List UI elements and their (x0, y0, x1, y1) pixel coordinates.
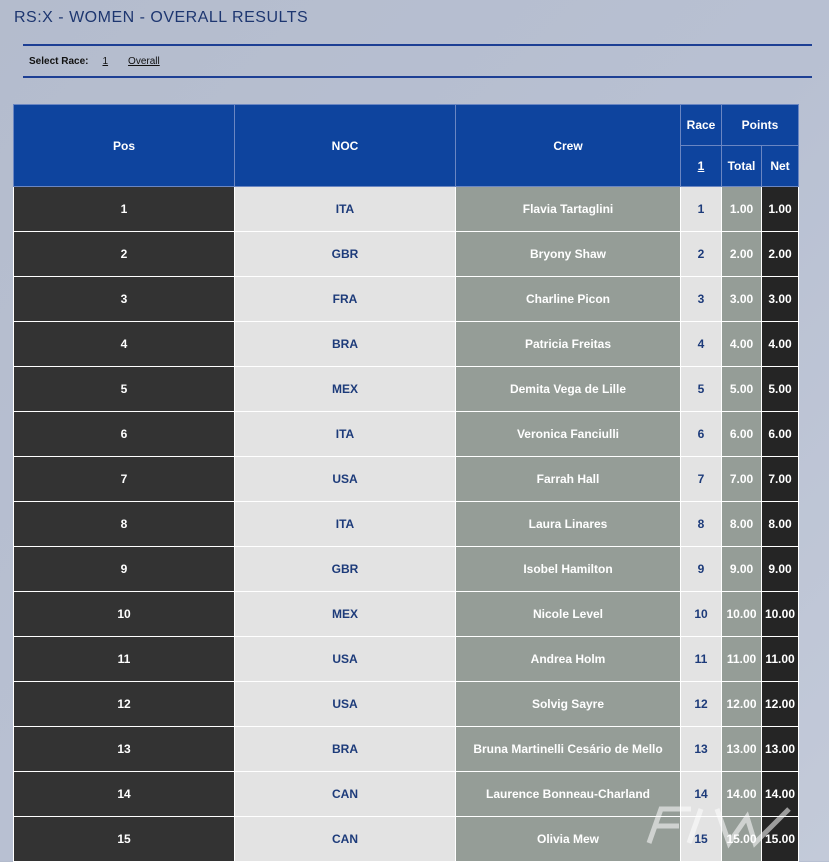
cell-total: 7.00 (722, 457, 762, 502)
cell-race-1: 14 (681, 772, 722, 817)
cell-total: 4.00 (722, 322, 762, 367)
cell-race-1: 8 (681, 502, 722, 547)
cell-noc: USA (235, 457, 456, 502)
cell-pos: 3 (14, 277, 235, 322)
cell-crew: Demita Vega de Lille (456, 367, 681, 412)
cell-pos: 12 (14, 682, 235, 727)
race-link-overall[interactable]: Overall (128, 56, 160, 67)
cell-crew: Solvig Sayre (456, 682, 681, 727)
col-header-points: Points (722, 105, 799, 146)
page-title: RS:X - WOMEN - OVERALL RESULTS (14, 9, 309, 26)
cell-total: 11.00 (722, 637, 762, 682)
cell-net: 7.00 (762, 457, 799, 502)
cell-noc: MEX (235, 592, 456, 637)
cell-race-1: 15 (681, 817, 722, 862)
cell-noc: ITA (235, 502, 456, 547)
cell-noc: CAN (235, 817, 456, 862)
cell-noc: MEX (235, 367, 456, 412)
cell-total: 6.00 (722, 412, 762, 457)
col-header-race-1[interactable] (681, 146, 722, 187)
col-header-race: Race (681, 105, 722, 146)
cell-total: 9.00 (722, 547, 762, 592)
cell-crew: Laurence Bonneau-Charland (456, 772, 681, 817)
cell-crew: Flavia Tartaglini (456, 187, 681, 232)
cell-noc: USA (235, 682, 456, 727)
cell-net: 9.00 (762, 547, 799, 592)
cell-race-1: 1 (681, 187, 722, 232)
cell-net: 6.00 (762, 412, 799, 457)
cell-noc: ITA (235, 412, 456, 457)
race-selector-label: Select Race: (29, 56, 89, 67)
table-row (14, 547, 799, 592)
cell-net: 12.00 (762, 682, 799, 727)
cell-net: 2.00 (762, 232, 799, 277)
cell-race-1: 9 (681, 547, 722, 592)
cell-total: 8.00 (722, 502, 762, 547)
cell-crew: Isobel Hamilton (456, 547, 681, 592)
cell-pos: 6 (14, 412, 235, 457)
table-row (14, 412, 799, 457)
results-body (14, 187, 799, 862)
cell-crew: Laura Linares (456, 502, 681, 547)
cell-race-1: 4 (681, 322, 722, 367)
cell-pos: 2 (14, 232, 235, 277)
cell-crew: Charline Picon (456, 277, 681, 322)
col-header-total: Total (722, 146, 762, 187)
table-row (14, 592, 799, 637)
header-divider-bottom (23, 76, 812, 78)
cell-noc: CAN (235, 772, 456, 817)
cell-crew: Andrea Holm (456, 637, 681, 682)
cell-total: 2.00 (722, 232, 762, 277)
cell-race-1: 10 (681, 592, 722, 637)
cell-race-1: 2 (681, 232, 722, 277)
cell-race-1: 5 (681, 367, 722, 412)
cell-noc: GBR (235, 547, 456, 592)
table-row (14, 727, 799, 772)
table-row (14, 682, 799, 727)
table-row (14, 367, 799, 412)
cell-total: 13.00 (722, 727, 762, 772)
cell-crew: Olivia Mew (456, 817, 681, 862)
cell-crew: Bruna Martinelli Cesário de Mello (456, 727, 681, 772)
cell-net: 1.00 (762, 187, 799, 232)
col-header-noc: NOC (235, 105, 456, 187)
cell-pos: 4 (14, 322, 235, 367)
table-row (14, 277, 799, 322)
cell-net: 10.00 (762, 592, 799, 637)
cell-race-1: 13 (681, 727, 722, 772)
cell-race-1: 12 (681, 682, 722, 727)
cell-net: 4.00 (762, 322, 799, 367)
cell-total: 14.00 (722, 772, 762, 817)
cell-pos: 13 (14, 727, 235, 772)
cell-pos: 7 (14, 457, 235, 502)
cell-total: 1.00 (722, 187, 762, 232)
cell-net: 5.00 (762, 367, 799, 412)
cell-net: 15.00 (762, 817, 799, 862)
cell-race-1: 6 (681, 412, 722, 457)
header-divider-top (23, 44, 812, 46)
table-row (14, 232, 799, 277)
col-header-crew: Crew (456, 105, 681, 187)
cell-net: 8.00 (762, 502, 799, 547)
race-link-1[interactable]: 1 (102, 56, 109, 67)
cell-pos: 8 (14, 502, 235, 547)
cell-net: 13.00 (762, 727, 799, 772)
cell-race-1: 11 (681, 637, 722, 682)
cell-pos: 14 (14, 772, 235, 817)
cell-noc: BRA (235, 322, 456, 367)
results-table (13, 104, 799, 862)
cell-pos: 15 (14, 817, 235, 862)
cell-total: 5.00 (722, 367, 762, 412)
cell-crew: Veronica Fanciulli (456, 412, 681, 457)
race-1-link[interactable]: 1 (697, 159, 705, 173)
cell-race-1: 7 (681, 457, 722, 502)
col-header-pos: Pos (14, 105, 235, 187)
cell-net: 11.00 (762, 637, 799, 682)
table-row (14, 637, 799, 682)
cell-noc: USA (235, 637, 456, 682)
cell-total: 10.00 (722, 592, 762, 637)
cell-race-1: 3 (681, 277, 722, 322)
cell-net: 14.00 (762, 772, 799, 817)
cell-noc: GBR (235, 232, 456, 277)
cell-crew: Nicole Level (456, 592, 681, 637)
cell-noc: BRA (235, 727, 456, 772)
col-header-net: Net (762, 146, 799, 187)
cell-net: 3.00 (762, 277, 799, 322)
table-row (14, 187, 799, 232)
cell-total: 15.00 (722, 817, 762, 862)
cell-crew: Farrah Hall (456, 457, 681, 502)
cell-noc: ITA (235, 187, 456, 232)
table-row (14, 322, 799, 367)
cell-noc: FRA (235, 277, 456, 322)
cell-pos: 11 (14, 637, 235, 682)
table-row (14, 457, 799, 502)
cell-pos: 10 (14, 592, 235, 637)
race-selector (29, 56, 180, 67)
cell-pos: 5 (14, 367, 235, 412)
cell-total: 12.00 (722, 682, 762, 727)
fiw-watermark-logo (629, 803, 819, 855)
cell-crew: Bryony Shaw (456, 232, 681, 277)
fiw-logo-icon (629, 803, 819, 855)
table-row (14, 502, 799, 547)
cell-total: 3.00 (722, 277, 762, 322)
cell-pos: 9 (14, 547, 235, 592)
cell-pos: 1 (14, 187, 235, 232)
cell-crew: Patricia Freitas (456, 322, 681, 367)
